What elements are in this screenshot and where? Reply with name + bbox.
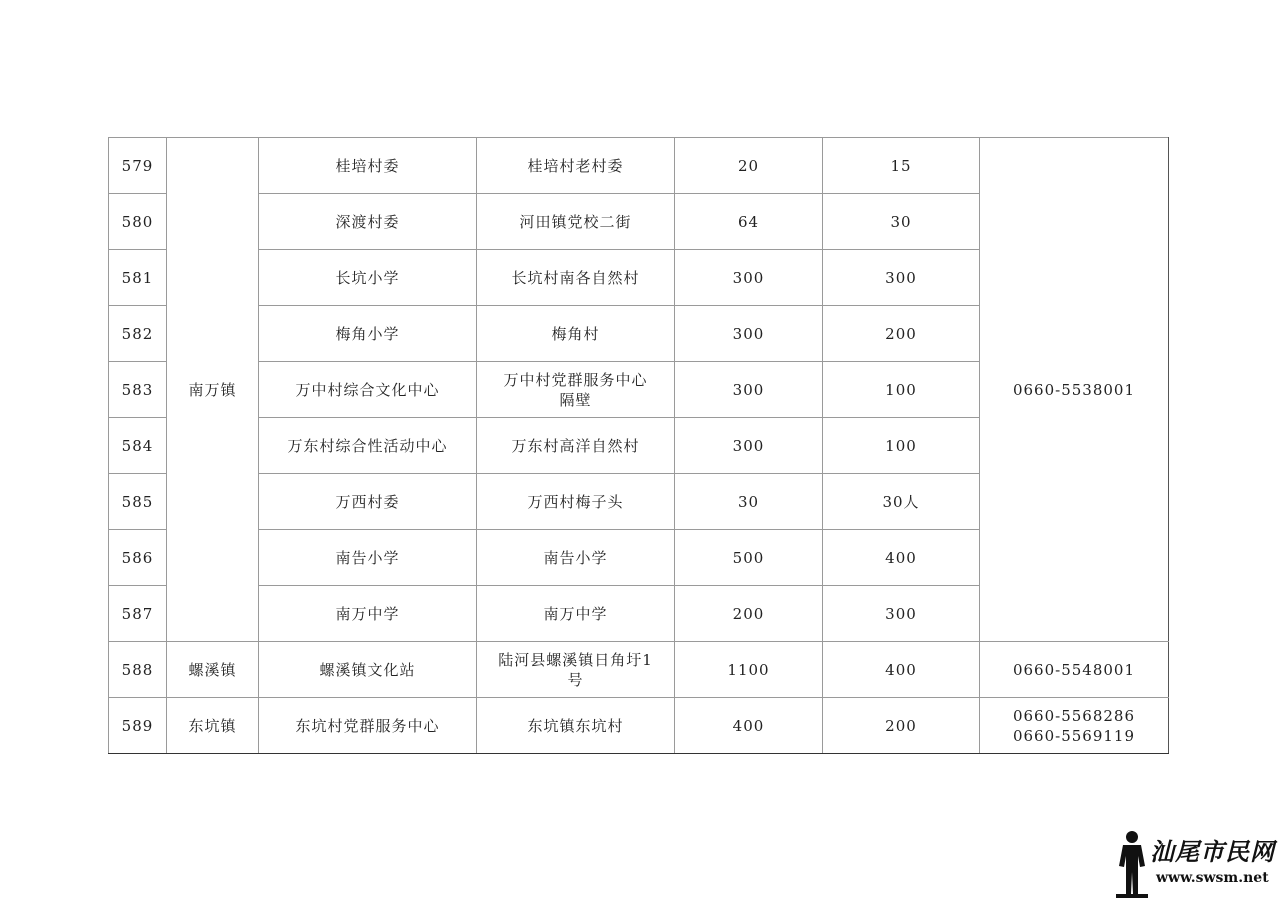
row-index: 589 [109,698,167,754]
capacity-cell: 64 [675,194,823,250]
location-cell: 河田镇党校二街 [477,194,675,250]
site-cell: 南告小学 [259,530,477,586]
location-cell: 南万中学 [477,586,675,642]
site-cell: 万西村委 [259,474,477,530]
capacity-cell: 300 [823,586,980,642]
table-row [109,698,1169,754]
town-cell: 南万镇 [167,138,259,642]
site-cell: 梅角小学 [259,306,477,362]
phone-cell: 0660-5548001 [980,642,1169,698]
capacity-cell: 300 [675,362,823,418]
phone-line: 0660-5568286 [1012,706,1136,725]
site-cell: 桂培村委 [259,138,477,194]
row-index: 582 [109,306,167,362]
phone-cell: 0660-5538001 [980,138,1169,642]
site-cell: 东坑村党群服务中心 [259,698,477,754]
capacity-cell: 300 [823,250,980,306]
capacity-cell: 400 [823,530,980,586]
capacity-cell: 300 [675,418,823,474]
location-cell: 万东村高洋自然村 [477,418,675,474]
capacity-cell: 1100 [675,642,823,698]
capacity-cell: 300 [675,306,823,362]
location-cell: 南告小学 [477,530,675,586]
location-cell: 桂培村老村委 [477,138,675,194]
watermark-url: www.swsm.net [1156,870,1269,886]
phone-line: 0660-5569119 [1012,726,1136,745]
watermark-text: 汕尾市民网 [1150,837,1275,866]
capacity-cell: 20 [675,138,823,194]
row-index: 583 [109,362,167,418]
capacity-cell: 30 [823,194,980,250]
site-cell: 南万中学 [259,586,477,642]
row-index: 586 [109,530,167,586]
location-cell: 梅角村 [477,306,675,362]
person-silhouette-icon [1114,830,1150,900]
location-cell: 长坑村南各自然村 [477,250,675,306]
capacity-cell: 500 [675,530,823,586]
location-line: 万中村党群服务中心 [503,370,648,389]
site-cell: 万东村综合性活动中心 [259,418,477,474]
row-index: 585 [109,474,167,530]
site-watermark [1114,830,1274,900]
row-index: 580 [109,194,167,250]
table-row [109,138,1169,194]
capacity-cell: 200 [823,698,980,754]
capacity-cell: 400 [675,698,823,754]
site-cell: 万中村综合文化中心 [259,362,477,418]
row-index: 588 [109,642,167,698]
town-cell: 螺溪镇 [167,642,259,698]
capacity-cell: 300 [675,250,823,306]
location-line: 隔壁 [559,390,592,409]
site-cell: 长坑小学 [259,250,477,306]
site-cell: 螺溪镇文化站 [259,642,477,698]
location-cell: 万西村梅子头 [477,474,675,530]
capacity-cell: 15 [823,138,980,194]
location-cell [477,642,675,698]
shelter-table [108,137,1169,754]
location-cell [477,362,675,418]
row-index: 587 [109,586,167,642]
town-cell: 东坑镇 [167,698,259,754]
capacity-cell: 100 [823,418,980,474]
row-index: 584 [109,418,167,474]
site-cell: 深渡村委 [259,194,477,250]
row-index: 579 [109,138,167,194]
location-line: 号 [567,670,584,689]
location-line: 陆河县螺溪镇日角圩1 [498,650,653,669]
row-index: 581 [109,250,167,306]
capacity-cell: 30 [675,474,823,530]
capacity-cell: 200 [675,586,823,642]
table-row [109,642,1169,698]
capacity-cell: 30人 [823,474,980,530]
phone-cell [980,698,1169,754]
capacity-cell: 200 [823,306,980,362]
capacity-cell: 400 [823,642,980,698]
location-cell: 东坑镇东坑村 [477,698,675,754]
capacity-cell: 100 [823,362,980,418]
